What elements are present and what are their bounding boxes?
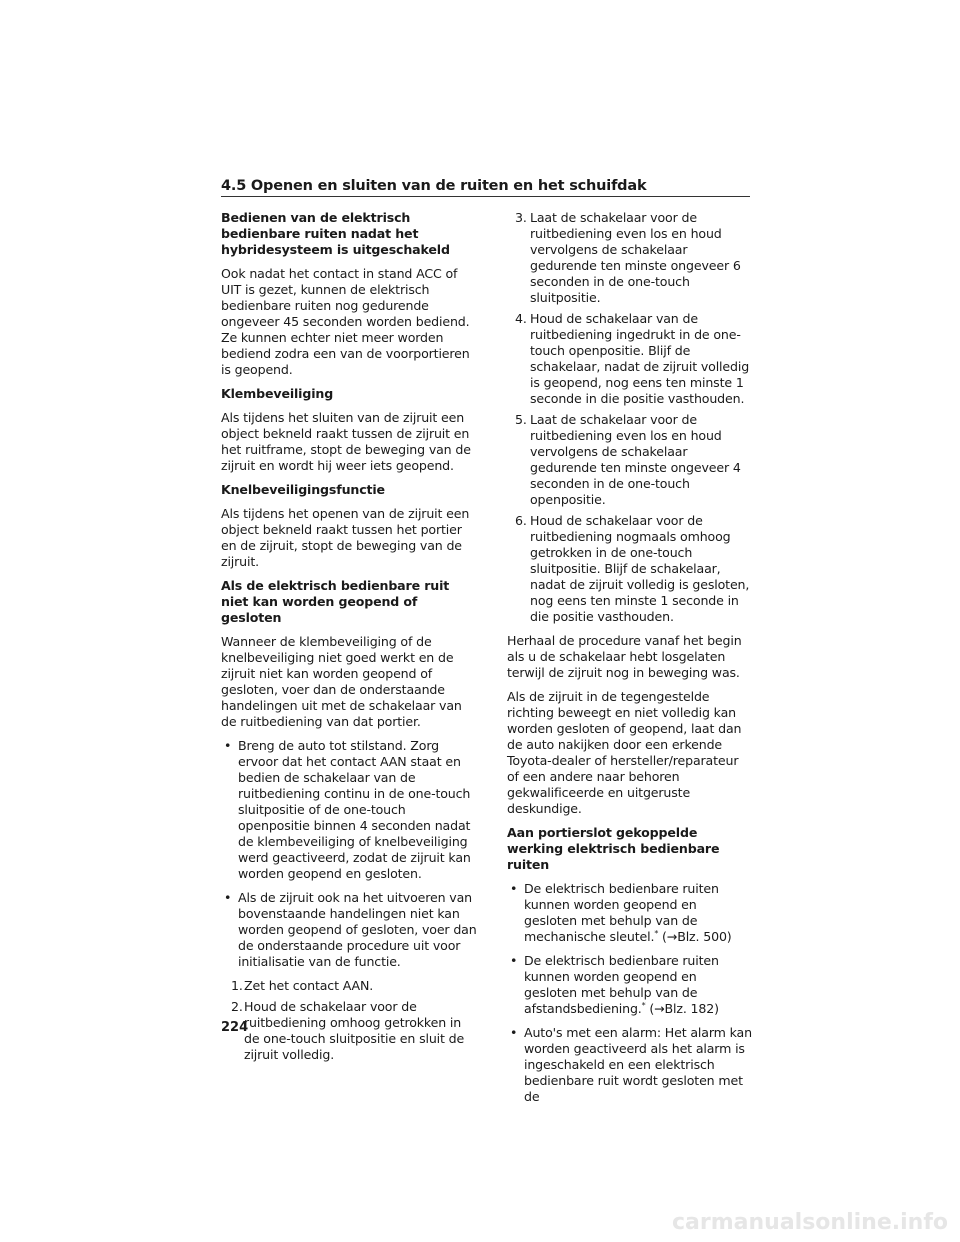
- bullet-icon: •: [224, 890, 232, 905]
- page-reference-link[interactable]: (→Blz. 182): [649, 1001, 719, 1016]
- paragraph-repeat-procedure: Herhaal de procedure vanaf het begin als u de schakelaar hebt losgelaten terwijl de zijruit nog in beweging was.: [507, 633, 742, 680]
- right-column: [507, 210, 753, 1113]
- paragraph-power-windows-after-off: Ook nadat het contact in stand ACC of UIT is gezet, kunnen de elektrisch bedienbare ruiten nog gedurende ongeveer 45 seconden worden bediend. Ze kunnen echter niet meer worden bediend zodra een van de voorportieren is geopend.: [221, 266, 470, 377]
- paragraph-window-cannot-open-close: Wanneer de klembeveiliging of de knelbeveiliging niet goed werkt en de zijruit niet kan worden geopend of gesloten, voer dan de onderstaande handelingen uit met de schakelaar van de ruitbediening van dat portier.: [221, 634, 462, 729]
- heading-power-windows-after-off: Bedienen van de elektrisch bedienbare ruiten nadat het hybridesysteem is uitgeschakeld: [221, 210, 450, 257]
- heading-catch-protection: Knelbeveiligingsfunctie: [221, 482, 385, 497]
- step-item: 5. Laat de schakelaar voor de ruitbediening even los en houd vervolgens de schakelaar gedurende ten minste ongeveer 4 seconden in de one-touch openpositie.: [515, 412, 741, 507]
- paragraph-dealer-inspection: Als de zijruit in de tegengestelde richting beweegt en niet volledig kan worden gesloten of geopend, laat dan de auto nakijken door een erkende Toyota-dealer of hersteller/reparateur of een andere naar behoren gekwalificeerde en uitgeruste deskundige.: [507, 689, 742, 816]
- bullet-icon: •: [510, 881, 518, 896]
- left-column: [221, 210, 479, 1071]
- page-number: 224: [221, 1020, 249, 1035]
- asterisk-footnote: *: [654, 928, 659, 938]
- bullet-list: [507, 881, 753, 1105]
- heading-window-cannot-open-close: Als de elektrisch bedienbare ruit niet kan worden geopend of gesloten: [221, 578, 450, 625]
- list-item: • Auto's met een alarm: Het alarm kan worden geactiveerd als het alarm is ingeschakeld en een elektrisch bedienbare ruit wordt gesloten met de: [510, 1025, 752, 1104]
- step-item: 6. Houd de schakelaar voor de ruitbediening nogmaals omhoog getrokken in de one-touch sluitpositie. Blijf de schakelaar, nadat de zijruit volledig is gesloten, nog eens ten minste 1 seconde in die positie vasthouden.: [515, 513, 750, 624]
- step-item: 1. Zet het contact AAN.: [231, 978, 374, 993]
- paragraph-jam-protection: Als tijdens het sluiten van de zijruit een object bekneld raakt tussen de zijruit en het ruitframe, stopt de beweging van de zijruit en wordt hij weer iets geopend.: [221, 410, 471, 473]
- watermark: carmanualsonline.info: [672, 1210, 948, 1235]
- heading-jam-protection: Klembeveiliging: [221, 386, 334, 401]
- page-reference-link[interactable]: (→Blz. 500): [662, 929, 732, 944]
- list-item: • De elektrisch bedienbare ruiten kunnen worden geopend en gesloten met behulp van de afstandsbediening.* (→Blz. 182): [510, 953, 719, 1016]
- heading-door-lock-linked: Aan portierslot gekoppelde werking elektrisch bedienbare ruiten: [507, 825, 720, 872]
- bullet-icon: •: [224, 738, 232, 753]
- step-item: 2. Houd de schakelaar voor de ruitbediening omhoog getrokken in de one-touch sluitpositie en sluit de zijruit volledig.: [231, 999, 465, 1062]
- list-item: • De elektrisch bedienbare ruiten kunnen worden geopend en gesloten met behulp van de mechanische sleutel.* (→Blz. 500): [510, 881, 732, 944]
- section-header: 4.5 Openen en sluiten van de ruiten en het schuifdak: [221, 178, 750, 197]
- list-item: • Breng de auto tot stilstand. Zorg ervoor dat het contact AAN staat en bedien de schakelaar van de ruitbediening continu in de one-touch sluitpositie of de one-touch openpositie binnen 4 seconden nadat de klembeveiliging of knelbeveiliging werd geactiveerd, zodat de zijruit kan worden geopend en gesloten.: [224, 738, 471, 881]
- steps-list: [231, 978, 479, 1063]
- step-item: 3. Laat de schakelaar voor de ruitbediening even los en houd vervolgens de schakelaar gedurende ten minste ongeveer 6 seconden in de one-touch sluitpositie.: [515, 210, 741, 305]
- paragraph-catch-protection: Als tijdens het openen van de zijruit een object bekneld raakt tussen het portier en de zijruit, stopt de beweging van de zijruit.: [221, 506, 470, 569]
- bullet-icon: •: [510, 953, 518, 968]
- bullet-list: [221, 738, 479, 970]
- asterisk-footnote: *: [641, 1000, 646, 1010]
- steps-list: [507, 210, 753, 625]
- bullet-icon: •: [510, 1025, 518, 1040]
- step-item: 4. Houd de schakelaar van de ruitbediening ingedrukt in de one-touch openpositie. Blijf de schakelaar, nadat de zijruit volledig is geopend, nog eens ten minste 1 seconde in die positie vasthouden.: [515, 311, 750, 406]
- list-item: • Als de zijruit ook na het uitvoeren van bovenstaande handelingen niet kan worden geopend of gesloten, voer dan de onderstaande procedure uit voor initialisatie van de functie.: [224, 890, 477, 969]
